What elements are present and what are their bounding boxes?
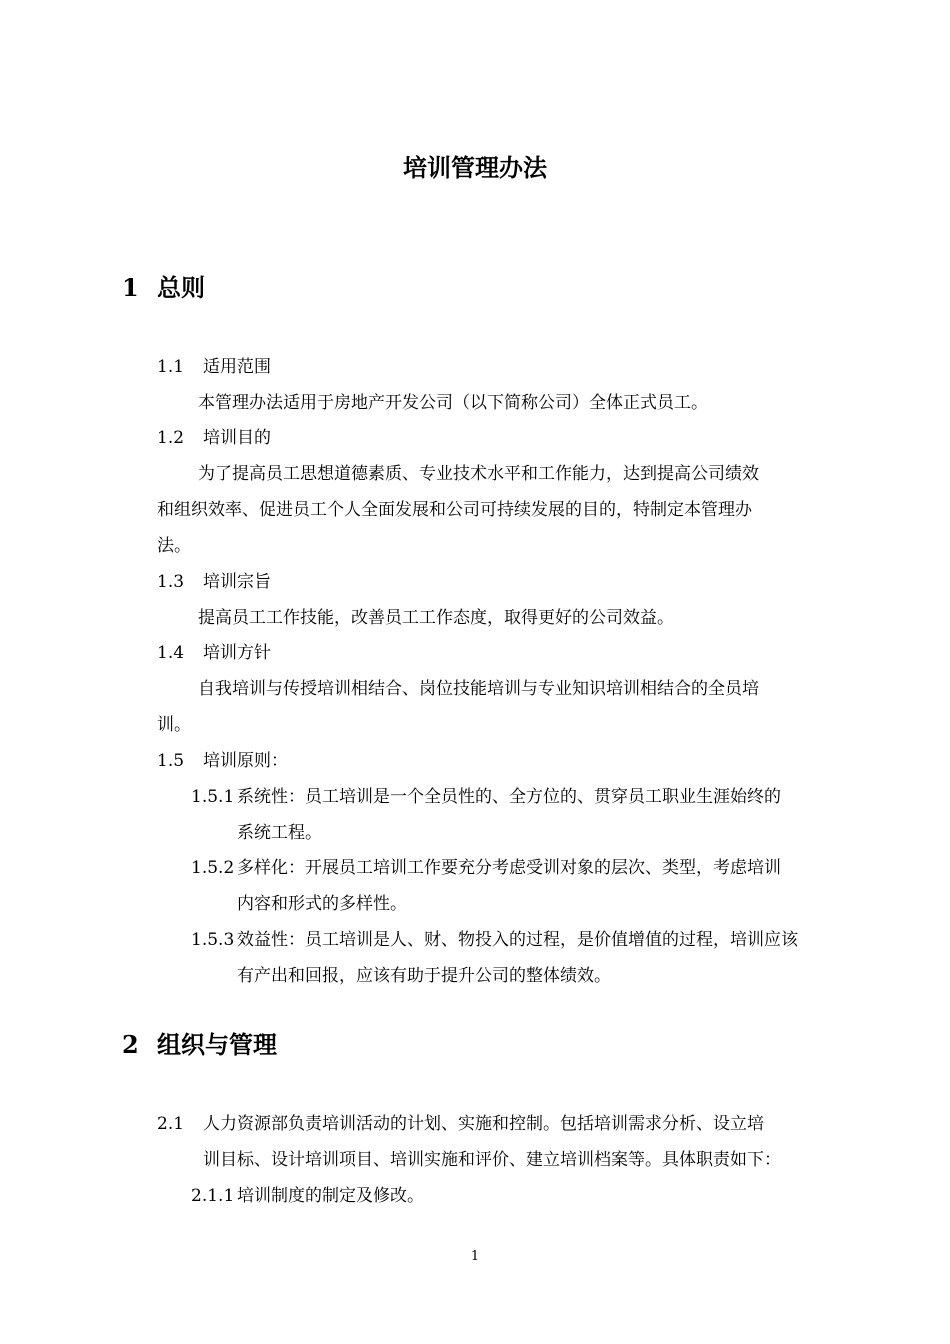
section-text-line-1: 人力资源部负责培训活动的计划、实施和控制。包括培训需求分析、设立培 (203, 1114, 764, 1134)
section-number: 2.1 (157, 1114, 185, 1134)
section-2-1-line-2: 训目标、设计培训项目、培训实施和评价、建立培训档案等。具体职责如下： (203, 1150, 781, 1170)
page-title: 培训管理办法 (403, 153, 547, 182)
section-1-1-body: 本管理办法适用于房地产开发公司（以下简称公司）全体正式员工。 (198, 393, 708, 413)
item-1-5-2 (191, 856, 841, 880)
item-1-5-3-line-2: 有产出和回报，应该有助于提升公司的整体绩效。 (237, 966, 611, 986)
item-text-line-1: 系统性：员工培训是一个全员性的、全方位的、贯穿员工职业生涯始终的 (237, 787, 781, 807)
section-1-2-body-line-2: 和组织效率、促进员工个人全面发展和公司可持续发展的目的，特制定本管理办 (157, 500, 752, 520)
section-1-3-heading (157, 570, 457, 594)
item-1-5-2-line-2: 内容和形式的多样性。 (237, 894, 407, 914)
chapter-1-number: 1 (122, 273, 139, 302)
section-title: 培训目的 (203, 428, 271, 448)
item-2-1-1 (191, 1184, 691, 1208)
item-number: 1.5.1 (191, 787, 235, 807)
chapter-2-heading (122, 1029, 522, 1061)
section-1-1-heading (157, 355, 457, 379)
item-1-5-3 (191, 928, 841, 952)
section-number: 1.5 (157, 751, 185, 771)
section-1-4-body-line-2: 训。 (157, 715, 191, 735)
section-number: 1.4 (157, 643, 185, 663)
section-2-1 (157, 1112, 847, 1136)
item-number: 2.1.1 (191, 1186, 235, 1206)
section-1-3-body: 提高员工工作技能，改善员工工作态度，取得更好的公司效益。 (198, 608, 674, 628)
page-number: 1 (470, 1249, 480, 1264)
chapter-1-title: 总则 (157, 273, 205, 302)
item-text: 培训制度的制定及修改。 (237, 1186, 424, 1206)
item-number: 1.5.3 (191, 930, 235, 950)
chapter-1-heading (122, 272, 522, 304)
chapter-2-title: 组织与管理 (157, 1030, 277, 1059)
section-1-2-heading (157, 426, 457, 450)
chapter-2-number: 2 (122, 1030, 139, 1059)
section-title: 培训原则： (203, 751, 288, 771)
item-text-line-1: 效益性：员工培训是人、财、物投入的过程，是价值增值的过程，培训应该 (237, 930, 798, 950)
section-title: 培训方针 (203, 643, 271, 663)
section-number: 1.3 (157, 572, 185, 592)
item-text-line-1: 多样化：开展员工培训工作要充分考虑受训对象的层次、类型，考虑培训 (237, 858, 781, 878)
section-title: 培训宗旨 (203, 572, 271, 592)
section-1-2-body-line-3: 法。 (157, 536, 191, 556)
item-1-5-1 (191, 785, 841, 809)
section-1-5-heading (157, 749, 457, 773)
section-1-2-body-line-1: 为了提高员工思想道德素质、专业技术水平和工作能力，达到提高公司绩效 (198, 464, 759, 484)
section-title: 适用范围 (203, 357, 271, 377)
section-1-4-body-line-1: 自我培训与传授培训相结合、岗位技能培训与专业知识培训相结合的全员培 (198, 679, 759, 699)
section-1-4-heading (157, 641, 457, 665)
item-number: 1.5.2 (191, 858, 235, 878)
section-number: 1.1 (157, 357, 185, 377)
section-number: 1.2 (157, 428, 185, 448)
item-1-5-1-line-2: 系统工程。 (237, 823, 322, 843)
